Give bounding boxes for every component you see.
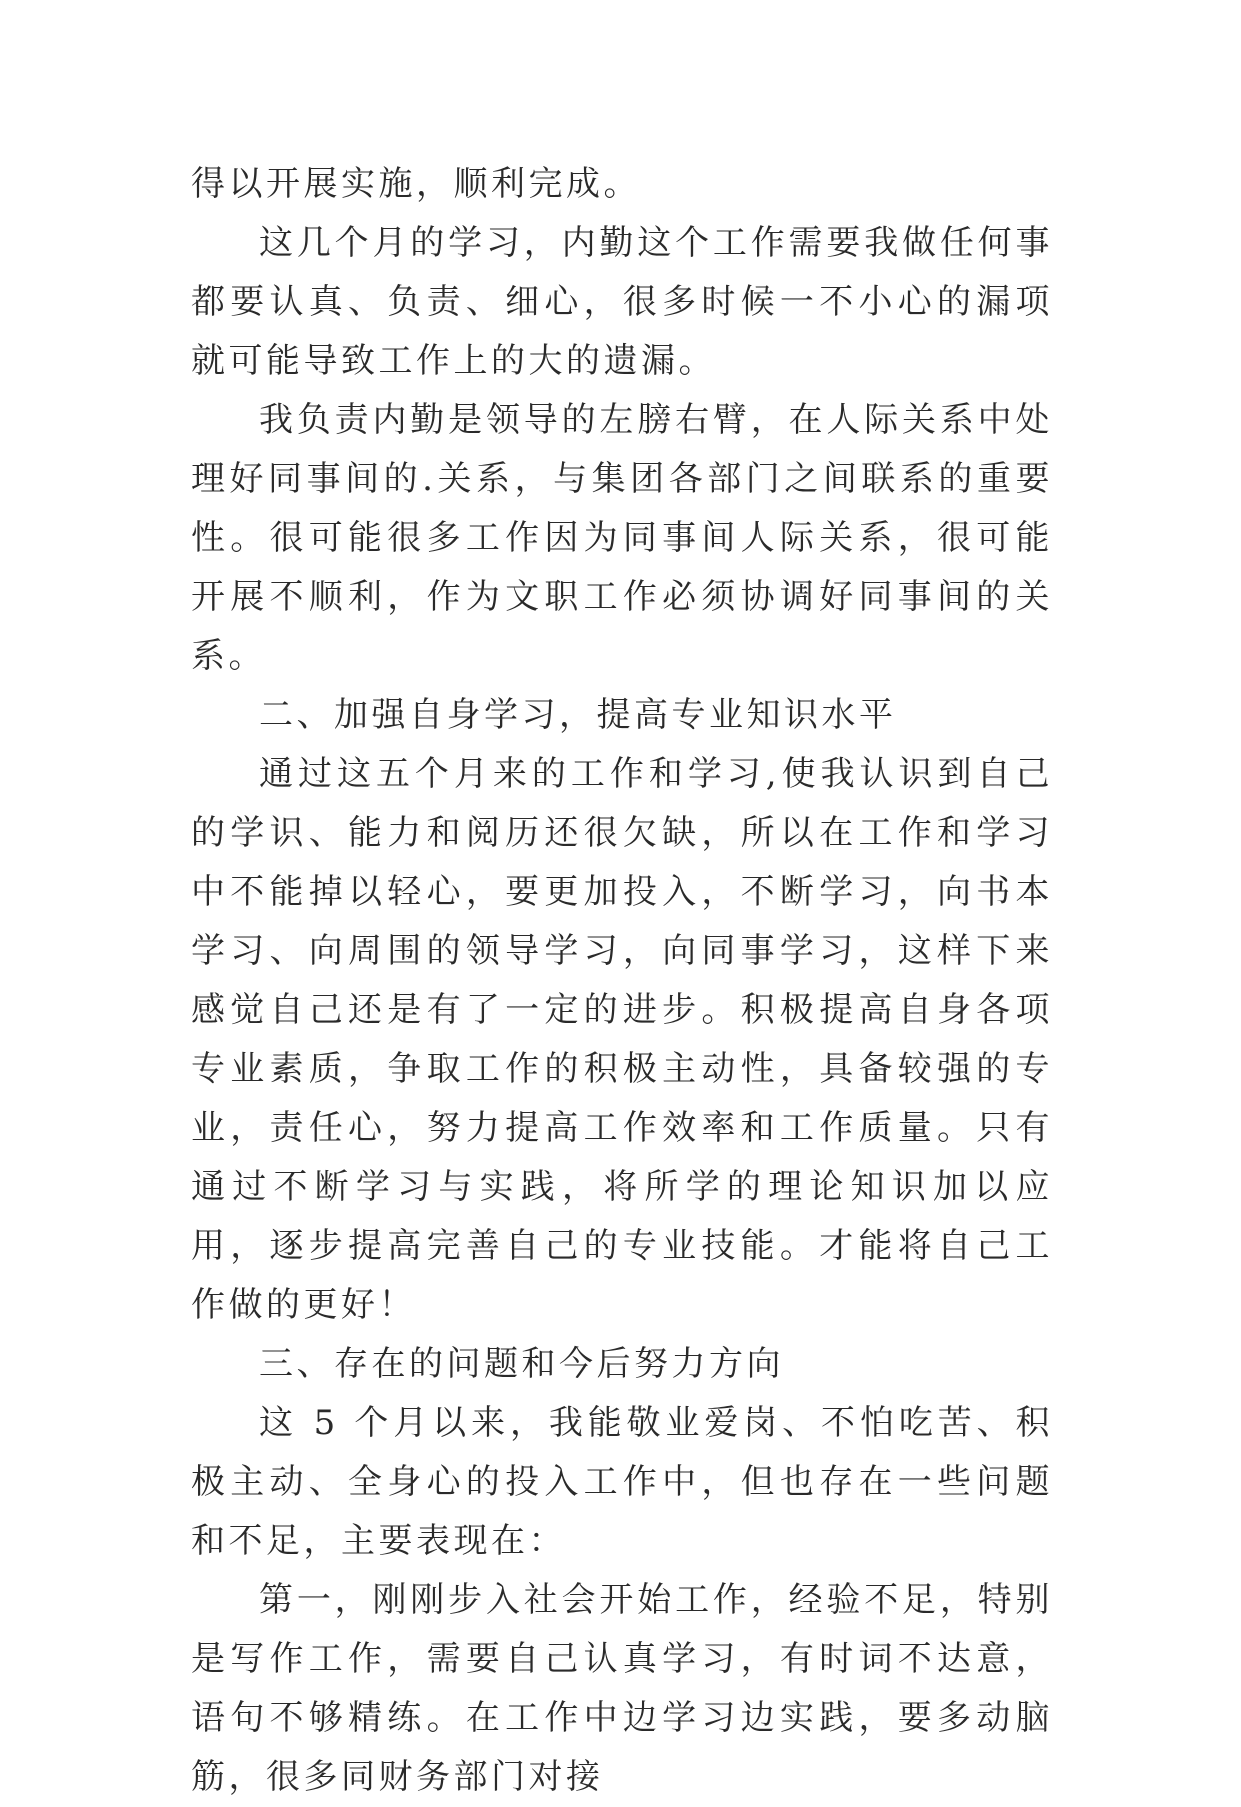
section-heading-2: 二、加强自身学习，提高专业知识水平 (259, 695, 897, 735)
document-body (191, 155, 1053, 1807)
section-heading-3: 三、存在的问题和今后努力方向 (259, 1344, 784, 1384)
paragraph-first-point: 第一，刚刚步入社会开始工作，经验不足，特别是写作工作，需要自己认真学习，有时词不达意，语句不够精练。在工作中边学习边实践，要多动脑筋，很多同财务部门对接 (191, 1580, 1053, 1797)
paragraph-relationships: 我负责内勤是领导的左膀右臂，在人际关系中处理好同事间的.关系，与集团各部门之间联系的重要性。很可能很多工作因为同事间人际关系，很可能开展不顺利，作为文职工作必须协调好同事间的关系。 (191, 400, 1053, 676)
paragraph-self-learning: 通过这五个月来的工作和学习,使我认识到自己的学识、能力和阅历还很欠缺，所以在工作和学习中不能掉以轻心，要更加投入，不断学习，向书本学习、向周围的领导学习，向同事学习，这样下来感觉自己还是有了一定的进步。积极提高自身各项专业素质，争取工作的积极主动性，具备较强的专业，责任心，努力提高工作效率和工作质量。只有通过不断学习与实践，将所学的理论知识加以应用，逐步提高完善自己的专业技能。才能将自己工作做的更好！ (191, 754, 1053, 1325)
paragraph-problems: 这 5 个月以来，我能敬业爱岗、不怕吃苦、积极主动、全身心的投入工作中，但也存在一些问题和不足，主要表现在： (191, 1403, 1053, 1561)
paragraph-continuation: 得以开展实施，顺利完成。 (191, 164, 641, 204)
paragraph-study-attitude: 这几个月的学习，内勤这个工作需要我做任何事都要认真、负责、细心，很多时候一不小心的漏项就可能导致工作上的大的遗漏。 (191, 223, 1053, 381)
